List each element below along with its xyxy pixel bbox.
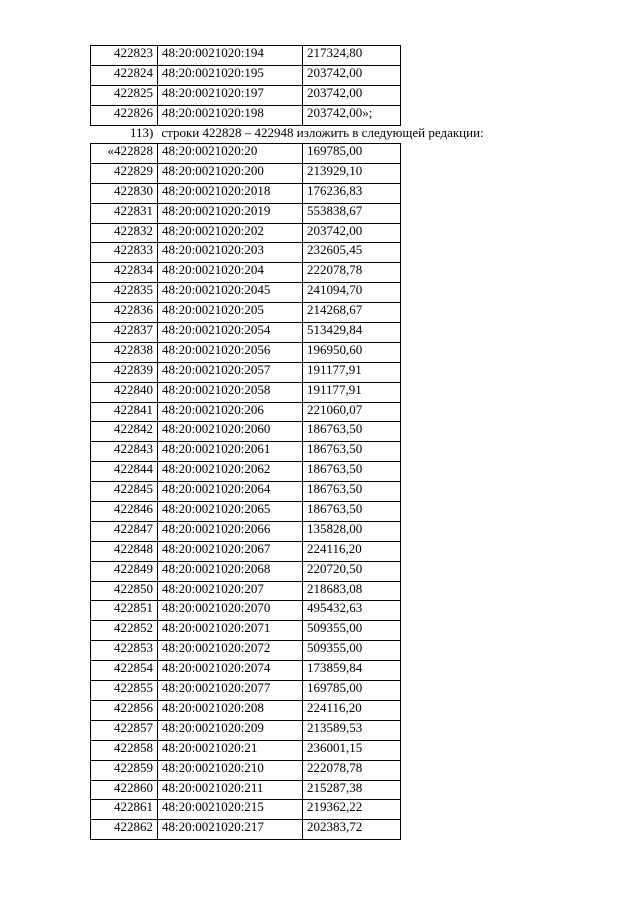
cadastral-number-cell: 48:20:0021020:20 [158, 144, 303, 164]
value-cell: 169785,00 [303, 144, 401, 164]
row-number-cell: 422861 [91, 800, 158, 820]
table-row [91, 820, 401, 840]
value-cell: 215287,38 [303, 780, 401, 800]
table-row [91, 442, 401, 462]
row-number-cell: 422825 [91, 85, 158, 105]
row-number-cell: 422850 [91, 581, 158, 601]
row-number-cell: 422836 [91, 303, 158, 323]
amendment-instruction [130, 125, 484, 141]
value-cell: 186763,50 [303, 502, 401, 522]
table-row [91, 85, 401, 105]
cadastral-number-cell: 48:20:0021020:195 [158, 65, 303, 85]
cadastral-number-cell: 48:20:0021020:21 [158, 740, 303, 760]
value-cell: 232605,45 [303, 243, 401, 263]
cadastral-number-cell: 48:20:0021020:2057 [158, 362, 303, 382]
value-cell: 221060,07 [303, 402, 401, 422]
cadastral-number-cell: 48:20:0021020:2058 [158, 382, 303, 402]
value-cell: 222078,78 [303, 760, 401, 780]
value-cell: 214268,67 [303, 303, 401, 323]
cadastral-number-cell: 48:20:0021020:2018 [158, 183, 303, 203]
row-number-cell: 422823 [91, 46, 158, 66]
row-number-cell: 422833 [91, 243, 158, 263]
cadastral-number-cell: 48:20:0021020:2045 [158, 283, 303, 303]
value-cell: 135828,00 [303, 521, 401, 541]
table-row [91, 541, 401, 561]
instruction-text: строки 422828 – 422948 изложить в следующей редакции: [161, 125, 484, 140]
cadastral-number-cell: 48:20:0021020:2062 [158, 462, 303, 482]
instruction-number: 113) [130, 125, 154, 140]
table-row [91, 144, 401, 164]
value-cell: 219362,22 [303, 800, 401, 820]
table-row [91, 581, 401, 601]
cadastral-number-cell: 48:20:0021020:2067 [158, 541, 303, 561]
row-number-cell: 422830 [91, 183, 158, 203]
table-row [91, 740, 401, 760]
table-row [91, 342, 401, 362]
value-cell: 186763,50 [303, 462, 401, 482]
table-row [91, 283, 401, 303]
value-cell: 186763,50 [303, 422, 401, 442]
cadastral-number-cell: 48:20:0021020:203 [158, 243, 303, 263]
cadastral-number-cell: 48:20:0021020:2064 [158, 482, 303, 502]
table-row [91, 65, 401, 85]
row-number-cell: 422858 [91, 740, 158, 760]
row-number-cell: 422826 [91, 105, 158, 125]
table-row [91, 482, 401, 502]
row-number-cell: 422848 [91, 541, 158, 561]
value-cell: 213929,10 [303, 163, 401, 183]
row-number-cell: «422828 [91, 144, 158, 164]
row-number-cell: 422849 [91, 561, 158, 581]
row-number-cell: 422854 [91, 661, 158, 681]
value-cell: 213589,53 [303, 720, 401, 740]
table-row [91, 402, 401, 422]
cadastral-number-cell: 48:20:0021020:2074 [158, 661, 303, 681]
cadastral-number-cell: 48:20:0021020:205 [158, 303, 303, 323]
table-row [91, 462, 401, 482]
cadastral-number-cell: 48:20:0021020:2061 [158, 442, 303, 462]
value-cell: 173859,84 [303, 661, 401, 681]
cadastral-number-cell: 48:20:0021020:2070 [158, 601, 303, 621]
value-cell: 222078,78 [303, 263, 401, 283]
cadastral-number-cell: 48:20:0021020:202 [158, 223, 303, 243]
row-number-cell: 422837 [91, 323, 158, 343]
cadastral-number-cell: 48:20:0021020:2068 [158, 561, 303, 581]
cadastral-number-cell: 48:20:0021020:204 [158, 263, 303, 283]
row-number-cell: 422855 [91, 681, 158, 701]
row-number-cell: 422829 [91, 163, 158, 183]
table-row [91, 105, 401, 125]
table-row [91, 601, 401, 621]
value-cell: 495432,63 [303, 601, 401, 621]
value-cell: 186763,50 [303, 442, 401, 462]
cadastral-number-cell: 48:20:0021020:2056 [158, 342, 303, 362]
table-row [91, 720, 401, 740]
value-cell: 224116,20 [303, 700, 401, 720]
row-number-cell: 422841 [91, 402, 158, 422]
cadastral-number-cell: 48:20:0021020:2060 [158, 422, 303, 442]
value-cell: 513429,84 [303, 323, 401, 343]
cadastral-number-cell: 48:20:0021020:200 [158, 163, 303, 183]
cadastral-number-cell: 48:20:0021020:217 [158, 820, 303, 840]
cadastral-number-cell: 48:20:0021020:207 [158, 581, 303, 601]
value-cell: 218683,08 [303, 581, 401, 601]
table-row [91, 203, 401, 223]
cadastral-number-cell: 48:20:0021020:2072 [158, 641, 303, 661]
value-cell: 203742,00 [303, 65, 401, 85]
value-cell: 191177,91 [303, 362, 401, 382]
row-number-cell: 422824 [91, 65, 158, 85]
row-number-cell: 422842 [91, 422, 158, 442]
row-number-cell: 422834 [91, 263, 158, 283]
cadastral-number-cell: 48:20:0021020:210 [158, 760, 303, 780]
value-cell: 224116,20 [303, 541, 401, 561]
value-cell: 217324,80 [303, 46, 401, 66]
table-row [91, 382, 401, 402]
row-number-cell: 422845 [91, 482, 158, 502]
value-cell: 186763,50 [303, 482, 401, 502]
value-cell: 236001,15 [303, 740, 401, 760]
row-number-cell: 422857 [91, 720, 158, 740]
cadastral-number-cell: 48:20:0021020:2054 [158, 323, 303, 343]
row-number-cell: 422852 [91, 621, 158, 641]
value-cell: 241094,70 [303, 283, 401, 303]
value-cell: 553838,67 [303, 203, 401, 223]
table-row [91, 163, 401, 183]
value-cell: 202383,72 [303, 820, 401, 840]
row-number-cell: 422860 [91, 780, 158, 800]
value-cell: 196950,60 [303, 342, 401, 362]
value-cell: 220720,50 [303, 561, 401, 581]
value-cell: 509355,00 [303, 641, 401, 661]
table-row [91, 46, 401, 66]
table-row [91, 641, 401, 661]
cadastral-number-cell: 48:20:0021020:194 [158, 46, 303, 66]
row-number-cell: 422838 [91, 342, 158, 362]
table-row [91, 521, 401, 541]
cadastral-table-top [90, 45, 401, 126]
table-row [91, 243, 401, 263]
cadastral-number-cell: 48:20:0021020:2071 [158, 621, 303, 641]
table-row [91, 263, 401, 283]
cadastral-number-cell: 48:20:0021020:197 [158, 85, 303, 105]
row-number-cell: 422846 [91, 502, 158, 522]
value-cell: 176236,83 [303, 183, 401, 203]
table-row [91, 422, 401, 442]
row-number-cell: 422862 [91, 820, 158, 840]
table-row [91, 621, 401, 641]
cadastral-number-cell: 48:20:0021020:208 [158, 700, 303, 720]
cadastral-number-cell: 48:20:0021020:209 [158, 720, 303, 740]
row-number-cell: 422853 [91, 641, 158, 661]
table-row [91, 223, 401, 243]
table-row [91, 323, 401, 343]
row-number-cell: 422859 [91, 760, 158, 780]
value-cell: 203742,00 [303, 85, 401, 105]
table-row [91, 561, 401, 581]
row-number-cell: 422835 [91, 283, 158, 303]
value-cell: 203742,00»; [303, 105, 401, 125]
cadastral-number-cell: 48:20:0021020:2065 [158, 502, 303, 522]
table-row [91, 362, 401, 382]
row-number-cell: 422839 [91, 362, 158, 382]
cadastral-number-cell: 48:20:0021020:215 [158, 800, 303, 820]
cadastral-table-amended [90, 143, 401, 840]
table-row [91, 700, 401, 720]
value-cell: 203742,00 [303, 223, 401, 243]
value-cell: 191177,91 [303, 382, 401, 402]
table-row [91, 502, 401, 522]
table-row [91, 780, 401, 800]
cadastral-number-cell: 48:20:0021020:2066 [158, 521, 303, 541]
table-row [91, 661, 401, 681]
value-cell: 169785,00 [303, 681, 401, 701]
table-row [91, 760, 401, 780]
cadastral-number-cell: 48:20:0021020:206 [158, 402, 303, 422]
row-number-cell: 422831 [91, 203, 158, 223]
value-cell: 509355,00 [303, 621, 401, 641]
row-number-cell: 422832 [91, 223, 158, 243]
table-row [91, 800, 401, 820]
row-number-cell: 422856 [91, 700, 158, 720]
cadastral-number-cell: 48:20:0021020:2077 [158, 681, 303, 701]
cadastral-number-cell: 48:20:0021020:211 [158, 780, 303, 800]
row-number-cell: 422840 [91, 382, 158, 402]
table-row [91, 681, 401, 701]
row-number-cell: 422851 [91, 601, 158, 621]
table-row [91, 183, 401, 203]
table-row [91, 303, 401, 323]
cadastral-number-cell: 48:20:0021020:198 [158, 105, 303, 125]
row-number-cell: 422844 [91, 462, 158, 482]
cadastral-number-cell: 48:20:0021020:2019 [158, 203, 303, 223]
row-number-cell: 422847 [91, 521, 158, 541]
row-number-cell: 422843 [91, 442, 158, 462]
